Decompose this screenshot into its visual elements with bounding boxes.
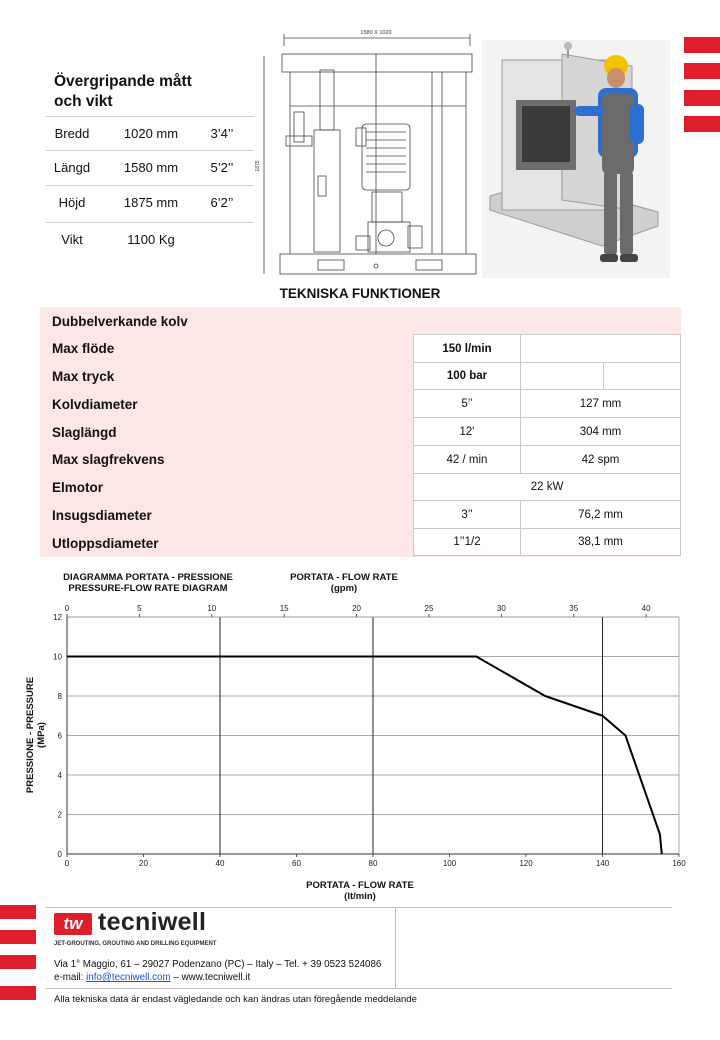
dimension-label: Bredd bbox=[54, 126, 90, 141]
y-tick-label: 4 bbox=[57, 771, 62, 780]
red-accent-bar bbox=[684, 37, 720, 53]
spec-label: Slaglängd bbox=[52, 425, 117, 440]
chart-top-axis-title bbox=[266, 572, 422, 594]
spec-label: Max slagfrekvens bbox=[52, 452, 165, 467]
top-tick-label: 40 bbox=[641, 604, 651, 613]
x-tick-label: 160 bbox=[672, 859, 686, 868]
spec-value: 1’’1/2 bbox=[413, 528, 521, 556]
drawing-side-dimension: 1875 bbox=[255, 160, 261, 172]
dimension-label: Vikt bbox=[61, 232, 83, 247]
red-accent-bar bbox=[684, 116, 720, 132]
x-tick-label: 120 bbox=[519, 859, 533, 868]
red-accent-bar bbox=[684, 90, 720, 106]
pressure-flow-chart bbox=[0, 596, 720, 872]
dimension-metric: 1875 mm bbox=[123, 195, 179, 210]
chart-x-axis-title-line: (lt/min) bbox=[344, 891, 376, 902]
chart-title bbox=[56, 572, 240, 594]
y-tick-label: 10 bbox=[53, 652, 62, 662]
top-tick-label: 5 bbox=[137, 604, 142, 613]
spec-value: 12' bbox=[413, 417, 521, 446]
spec-value: 127 mm bbox=[520, 389, 681, 418]
spec-value: 150 l/min bbox=[413, 334, 521, 363]
spec-value: 5’’ bbox=[413, 389, 521, 418]
series-line bbox=[67, 657, 662, 855]
top-tick-label: 30 bbox=[496, 604, 506, 613]
dimension-row bbox=[46, 116, 254, 151]
spec-value: 42 / min bbox=[413, 445, 521, 474]
spec-heading: Dubbelverkande kolv bbox=[52, 314, 188, 329]
chart-top-axis-title-line: PORTATA - FLOW RATE bbox=[290, 572, 398, 583]
logo-tagline: JET-GROUTING, GROUTING AND DRILLING EQUIPMENT bbox=[54, 941, 217, 947]
chart-y-axis-title-line: PRESSIONE - PRESSURE bbox=[25, 676, 36, 794]
spec-label: Max tryck bbox=[52, 369, 115, 384]
y-tick-label: 0 bbox=[57, 850, 62, 859]
top-tick-label: 10 bbox=[207, 604, 217, 613]
footer-divider bbox=[46, 988, 672, 989]
top-tick-label: 0 bbox=[64, 604, 70, 613]
top-tick-label: 15 bbox=[279, 604, 289, 613]
logo-name: tecniwell bbox=[98, 908, 207, 936]
top-tick-label: 20 bbox=[352, 604, 362, 613]
spec-value bbox=[520, 362, 604, 390]
dimension-metric: 1100 Kg bbox=[127, 232, 175, 247]
spec-value: 22 kW bbox=[413, 473, 681, 501]
tech-title: TEKNISKA FUNKTIONER bbox=[279, 286, 441, 301]
company-address: Via 1° Maggio, 61 – 29027 Podenzano (PC) – Italy – Tel. + 39 0523 524086 bbox=[54, 959, 382, 970]
x-tick-label: 0 bbox=[64, 859, 70, 868]
dimension-label: Längd bbox=[53, 160, 91, 175]
spec-label: Utloppsdiameter bbox=[52, 536, 159, 551]
technical-drawing bbox=[256, 26, 482, 278]
red-accent-bar bbox=[0, 905, 36, 919]
red-accent-bar bbox=[0, 930, 36, 944]
spec-label: Kolvdiameter bbox=[52, 397, 138, 412]
chart-title-line: PRESSURE-FLOW RATE DIAGRAM bbox=[68, 583, 228, 594]
spec-value: 100 bar bbox=[413, 362, 521, 390]
spec-value: 304 mm bbox=[520, 417, 681, 446]
email-link[interactable]: info@tecniwell.com bbox=[86, 972, 171, 983]
y-tick-label: 12 bbox=[53, 613, 62, 622]
dimension-metric: 1580 mm bbox=[123, 160, 179, 175]
dimension-label: Höjd bbox=[58, 195, 86, 210]
spec-value: 3’’ bbox=[413, 500, 521, 529]
chart-top-axis-title-line: (gpm) bbox=[330, 583, 358, 594]
x-tick-label: 20 bbox=[139, 859, 148, 868]
red-accent-bar bbox=[0, 986, 36, 1000]
dimension-imperial: 6’2’’ bbox=[210, 195, 234, 210]
dimensions-title bbox=[54, 72, 254, 112]
x-tick-label: 100 bbox=[442, 859, 457, 868]
x-tick-label: 40 bbox=[215, 859, 225, 868]
spec-label: Elmotor bbox=[52, 480, 104, 495]
chart-title-line: DIAGRAMMA PORTATA - PRESSIONE bbox=[63, 572, 233, 583]
dimension-imperial: 5’2’’ bbox=[210, 160, 234, 175]
top-tick-label: 25 bbox=[424, 604, 434, 613]
logo-mark bbox=[54, 913, 92, 935]
dimension-metric: 1020 mm bbox=[123, 126, 179, 141]
footer-divider bbox=[395, 907, 396, 989]
dimension-row bbox=[46, 150, 254, 185]
logo-mark-text: tw bbox=[63, 914, 83, 933]
disclaimer: Alla tekniska data är endast vägledande och kan ändras utan föregående meddelande bbox=[54, 994, 417, 1005]
dimension-row bbox=[46, 185, 254, 220]
spec-label: Insugsdiameter bbox=[52, 508, 152, 523]
drawing-top-dimension: 1580 X 1020 bbox=[360, 30, 392, 36]
chart-x-axis-title bbox=[280, 880, 440, 902]
chart-y-axis-title-line: (MPa) bbox=[36, 722, 47, 748]
chart-x-axis-title-line: PORTATA - FLOW RATE bbox=[306, 880, 414, 891]
spec-label: Max flöde bbox=[52, 341, 115, 356]
red-accent-bar bbox=[684, 63, 720, 79]
spec-value: 76,2 mm bbox=[520, 500, 681, 529]
x-tick-label: 140 bbox=[595, 859, 610, 868]
y-tick-label: 6 bbox=[57, 731, 62, 741]
dimension-imperial: 3’4’’ bbox=[210, 126, 234, 141]
product-photo bbox=[482, 40, 670, 278]
top-tick-label: 35 bbox=[569, 604, 579, 613]
website-text: – www.tecniwell.it bbox=[170, 972, 251, 983]
x-tick-label: 60 bbox=[292, 859, 301, 868]
x-tick-label: 80 bbox=[368, 859, 378, 868]
contact-line bbox=[54, 972, 250, 983]
dimensions-title-line: och vikt bbox=[54, 93, 113, 110]
red-accent-bar bbox=[0, 955, 36, 969]
y-tick-label: 2 bbox=[57, 810, 62, 820]
spec-value: 38,1 mm bbox=[520, 528, 681, 556]
dimension-row bbox=[46, 222, 254, 253]
spec-value: 42 spm bbox=[520, 445, 681, 474]
spec-value bbox=[520, 334, 681, 363]
email-prefix: e-mail: bbox=[54, 972, 87, 983]
spec-empty-cell bbox=[603, 362, 681, 390]
dimensions-title-line: Övergripande mått bbox=[54, 73, 192, 90]
y-tick-label: 8 bbox=[57, 692, 62, 701]
